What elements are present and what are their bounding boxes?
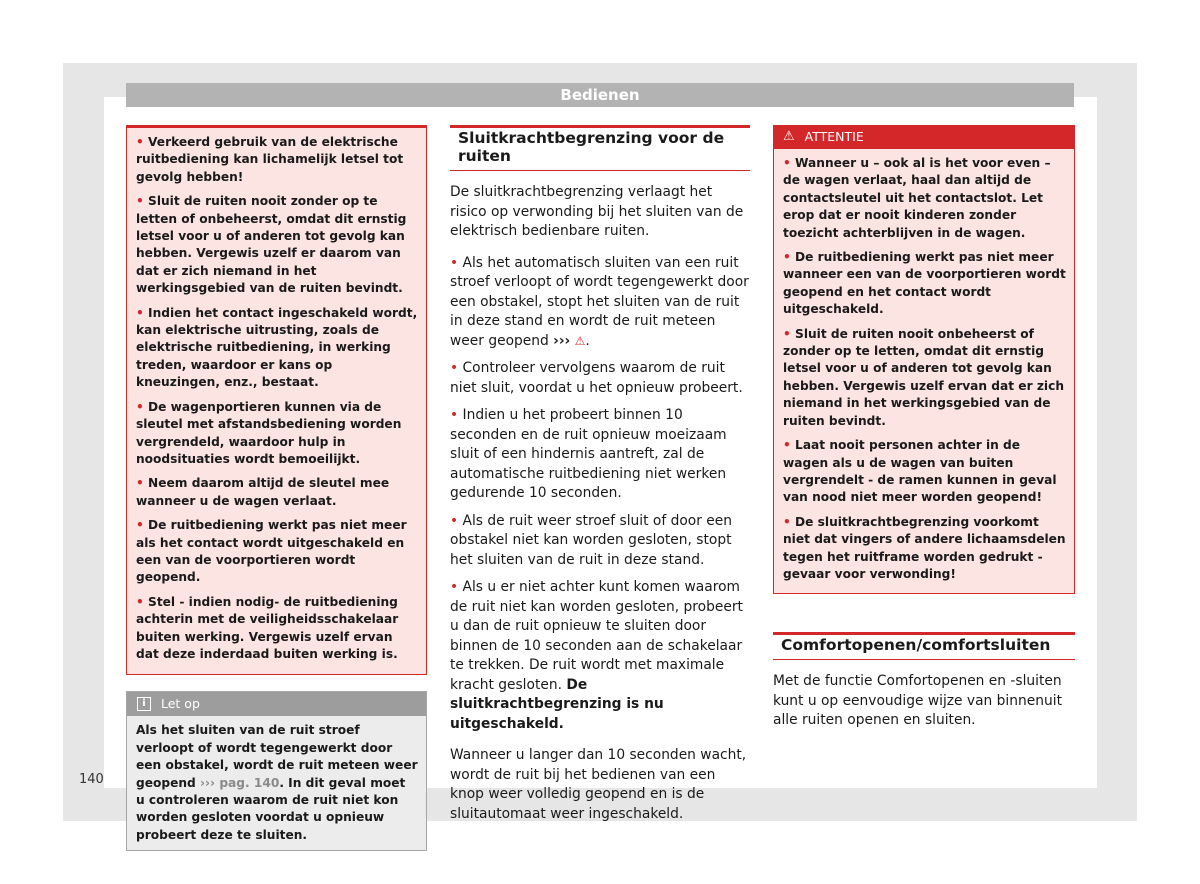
warning-item: • Neem daarom altijd de sleutel mee wanneer u de wagen verlaat. bbox=[136, 476, 390, 508]
warning-item: • De wagenportieren kunnen via de sleutel met afstandsbediening worden vergrendeld, waardoor hulp in noodsituaties wordt bemoeilijkt. bbox=[136, 399, 402, 466]
warning-item: • Sluit de ruiten nooit zonder op te letten of onbeheerst, omdat dit ernstig letsel voor u of anderen tot gevolg kan hebben. Vergewis uzelf er daarom van dat er zich niemand in het werkingsgebied van de ruiten bevindt. bbox=[136, 194, 407, 296]
attention-title: ATTENTIE bbox=[804, 129, 864, 144]
comfort-section-title: Comfortopenen/comfortsluiten bbox=[773, 632, 1075, 660]
list-item: • Als de ruit weer stroef sluit of door een obstakel niet kan worden gesloten, stopt het sluiten van de ruit in deze stand. bbox=[450, 512, 733, 568]
warning-triangle-icon: ⚠ bbox=[783, 129, 795, 144]
section-title: Sluitkrachtbegrenzing voor de ruiten bbox=[450, 125, 750, 171]
list-item: • Als het automatisch sluiten van een ruit stroef verloopt of wordt tegengewerkt door een obstakel, stopt het sluiten van de ruit in deze stand en wordt de ruit meteen weer geopend ››› ⚠. bbox=[450, 254, 749, 349]
page-reference-link[interactable]: ››› pag. 140 bbox=[200, 775, 280, 790]
note-header bbox=[127, 692, 426, 716]
list-item: • Als u er niet achter kunt komen waarom de ruit niet kan worden gesloten, probeert u dan de ruit opnieuw te sluiten door binnen de 10 seconden aan de schakelaar te trekken. De ruit wordt met maximale kracht gesloten. De sluitkrachtbegrenzing is nu uitgeschakeld. bbox=[450, 579, 743, 732]
warning-item: • Indien het contact ingeschakeld wordt, kan elektrische uitrusting, zoals de elektrische ruitbediening, in werking treden, waardoor er kans op kneuzingen, enz., bestaat. bbox=[136, 305, 418, 390]
attention-box bbox=[773, 149, 1075, 594]
info-icon: i bbox=[137, 697, 151, 711]
attention-item: • Laat nooit personen achter in de wagen als u de wagen van buiten vergrendelt - de ramen kunnen in geval van nood niet meer worden geopend! bbox=[783, 438, 1057, 505]
attention-header bbox=[773, 125, 1075, 149]
note-title: Let op bbox=[161, 696, 200, 712]
right-column bbox=[773, 125, 1075, 739]
list-item: • Indien u het probeert binnen 10 seconden en de ruit opnieuw moeizaam sluit of een hindernis aantreft, zal de automatische ruitbediening niet werken gedurende 10 seconden. bbox=[450, 407, 727, 501]
reference-arrow[interactable]: ››› bbox=[553, 332, 571, 349]
page-number: 140 bbox=[79, 772, 104, 787]
list-item: • Controleer vervolgens waarom de ruit niet sluit, voordat u het opnieuw probeert. bbox=[450, 360, 743, 396]
middle-column bbox=[450, 125, 750, 832]
attention-item: • De sluitkrachtbegrenzing voorkomt niet dat vingers of andere lichaamsdelen tegen het ruitframe worden gedrukt - gevaar voor verwonding! bbox=[783, 514, 1066, 581]
closing-paragraph: Wanneer u langer dan 10 seconden wacht, wordt de ruit bij het bedienen van een knop weer volledig geopend en is de sluitautomaat weer ingeschakeld. bbox=[450, 747, 747, 822]
left-column bbox=[126, 125, 427, 851]
chapter-header: Bedienen bbox=[126, 83, 1074, 107]
warning-triangle-icon: ⚠ bbox=[574, 333, 586, 348]
note-body: Als het sluiten van de ruit stroef verloopt of wordt tegengewerkt door een obstakel, wordt de ruit meteen weer geopend ››› pag. 140. In dit geval moet u controleren waarom de ruit niet kon worden gesloten voordat u opnieuw probeert deze te sluiten. bbox=[136, 723, 418, 842]
warning-item: • Verkeerd gebruik van de elektrische ruitbediening kan lichamelijk letsel tot gevolg hebben! bbox=[136, 135, 404, 184]
attention-item: • Wanneer u – ook al is het voor even – de wagen verlaat, haal dan altijd de contactsleutel uit het contactslot. Let erop dat er nooit kinderen zonder toezicht achterblijven in de wagen. bbox=[783, 156, 1051, 240]
warning-item: • Stel - indien nodig- de ruitbediening achterin met de veiligheidsschakelaar buiten werking. Vergewis uzelf ervan dat deze inderdaad buiten werking is. bbox=[136, 594, 399, 661]
intro-paragraph: De sluitkrachtbegrenzing verlaagt het risico op verwonding bij het sluiten van de elektrisch bedienbare ruiten. bbox=[450, 184, 744, 239]
attention-item: • Sluit de ruiten nooit onbeheerst of zonder op te letten, omdat dit ernstig letsel voor u of anderen tot gevolg kan hebben. Vergewis uzelf ervan dat er zich niemand in het werkingsgebied van de ruiten bevindt. bbox=[783, 326, 1065, 428]
warning-item: • De ruitbediening werkt pas niet meer als het contact wordt uitgeschakeld en een van de voorportieren wordt geopend. bbox=[136, 518, 407, 585]
left-warning-box bbox=[126, 125, 427, 675]
note-box bbox=[126, 691, 427, 851]
comfort-paragraph: Met de functie Comfortopenen en -sluiten kunt u op eenvoudige wijze van binnenuit alle ruiten openen en sluiten. bbox=[773, 673, 1062, 729]
attention-item: • De ruitbediening werkt pas niet meer wanneer een van de voorportieren wordt geopend en het contact wordt uitgeschakeld. bbox=[783, 250, 1066, 317]
